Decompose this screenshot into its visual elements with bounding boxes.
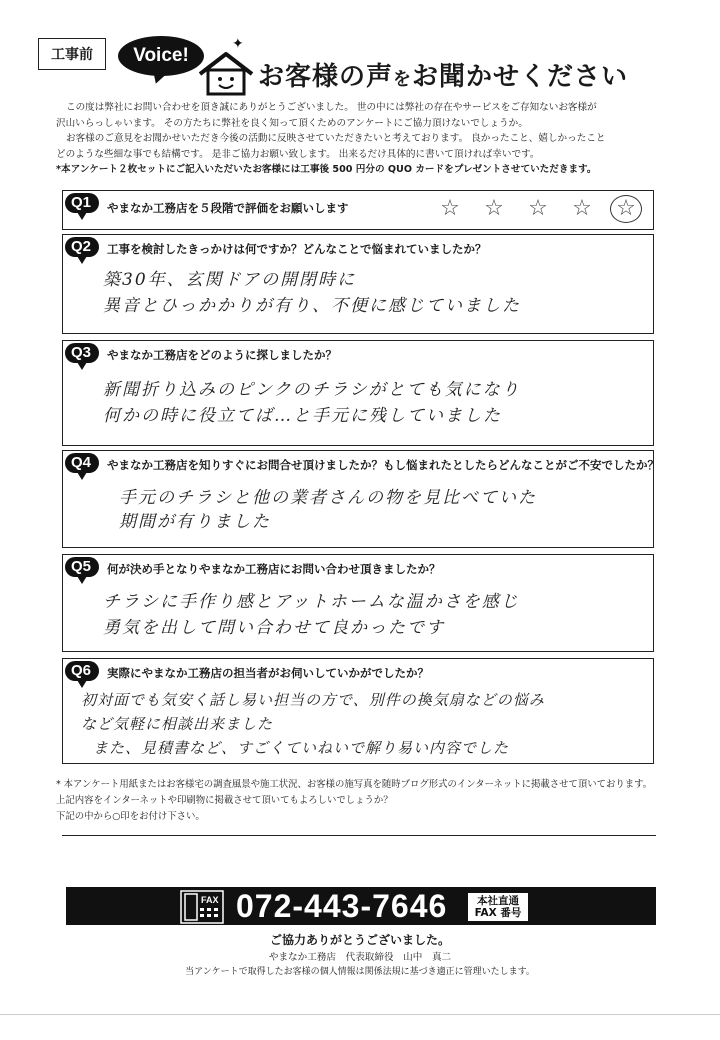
question-text: やまなか工務店を５段階で評価をお願いします <box>107 201 349 215</box>
voice-speech-bubble: Voice! <box>118 36 204 76</box>
privacy-note: 当アンケートで取得したお客様の個人情報は関係法規に基づき適正に管理いたします。 <box>185 967 535 977</box>
star-icon-circled[interactable]: ☆ <box>613 197 639 221</box>
intro-line: *本アンケート２枚セットにご記入いただいたお客様には工事後 500 円分の QUO カードをプレゼントさせていただきます。 <box>56 164 597 175</box>
handwritten-answer-line: 築30年、玄関ドアの開閉時に <box>103 270 357 290</box>
title-main: お客様の声 <box>258 62 394 92</box>
question-text: やまなか工務店を知りすぐにお問合せ頂けましたか？もし悩まれたとしたらどんなことがご不安でしたか？ <box>107 458 659 472</box>
handwritten-answer-line: 勇気を出して問い合わせて良かったです <box>103 618 445 638</box>
page-edge <box>0 1014 720 1015</box>
intro-line: どのような些細な事でも結構です。 是非ご協力お願い致します。 出来るだけ具体的に書いて頂ければ幸いです。 <box>56 148 540 160</box>
thanks-message: ご協力ありがとうございました。 <box>269 933 450 947</box>
question-text: 何が決め手となりやまなか工務店にお問い合わせ頂きましたか？ <box>107 562 441 576</box>
intro-line: この度は弊社にお問い合わせを頂き誠にありがとうございました。 世の中には弊社の存在やサービスをご存知ないお客様が <box>66 102 597 113</box>
question-3 <box>62 340 654 446</box>
question-badge: Q3 <box>65 343 99 363</box>
handwritten-answer-line: 新聞折り込みのピンクのチラシがとても気になり <box>103 380 521 400</box>
title-rest: お聞かせください <box>412 62 629 92</box>
rating-stars <box>437 197 639 221</box>
question-1 <box>62 190 654 230</box>
intro-line: 沢山いらっしゃいます。 その方たちに弊社を良く知って頂くためのアンケートにご協力頂けないでしょうか。 <box>56 117 528 129</box>
handwritten-answer-line: チラシに手作り感とアットホームな温かさを感じ <box>103 592 520 612</box>
handwritten-answer-line: 異音とひっかかりが有り、不便に感じていました <box>103 296 521 316</box>
question-2 <box>62 234 654 334</box>
question-text: 実際にやまなか工務店の担当者がお伺いしていかがでしたか？ <box>107 666 429 680</box>
consent-note: 下記の中から○印をお付け下さい。 <box>56 811 205 822</box>
question-5 <box>62 554 654 652</box>
star-icon[interactable]: ☆ <box>572 196 592 221</box>
intro-line: お客様のご意見をお聞かせいただき今後の活動に反映させていただきたいと考えております。 良かったこと、嬉しかったこと <box>66 133 606 144</box>
fax-label-line: 本社直通 <box>477 895 519 907</box>
divider <box>62 835 656 836</box>
consent-note: 上記内容をインターネットや印刷物に掲載させて頂いてもよろしいでしょうか？ <box>56 795 393 806</box>
star-icon[interactable]: ☆ <box>528 196 548 221</box>
page-title <box>258 56 628 93</box>
fax-number[interactable]: 072-443-7646 <box>236 888 448 924</box>
handwritten-answer-line: 期間が有りました <box>119 512 271 532</box>
sparkle-icon: ✦ <box>232 36 244 52</box>
title-particle: を <box>393 69 413 90</box>
question-badge: Q4 <box>65 453 99 473</box>
before-construction-tag: 工事前 <box>38 38 106 70</box>
star-icon[interactable]: ☆ <box>484 196 504 221</box>
handwritten-answer-line: 何かの時に役立てば…と手元に残していました <box>103 406 502 426</box>
question-text: やまなか工務店をどのように探しましたか？ <box>107 348 337 362</box>
question-badge: Q1 <box>65 193 99 213</box>
consent-note: * 本アンケート用紙またはお客様宅の調査風景や施工状況、お客様の施写真を随時ブログ形式のインターネットに掲載させて頂いております。 <box>56 779 653 790</box>
question-badge: Q6 <box>65 661 99 681</box>
handwritten-answer-line: など気軽に相談出来ました <box>81 715 274 733</box>
question-4 <box>62 450 659 548</box>
handwritten-answer-line: 手元のチラシと他の業者さんの物を見比べていた <box>119 488 537 508</box>
company-signature: やまなか工務店 代表取締役 山中 真二 <box>268 952 452 963</box>
question-text: 工事を検討したきっかけは何ですか？どんなことで悩まれていましたか？ <box>107 242 487 256</box>
question-badge: Q5 <box>65 557 99 577</box>
handwritten-answer-line: また、見積書など、すごくていねいで解り易い内容でした <box>93 739 510 757</box>
intro-paragraph <box>56 100 668 178</box>
fax-label <box>468 893 528 921</box>
question-6 <box>62 658 654 764</box>
fax-label-line: FAX 番号 <box>474 907 522 919</box>
star-icon[interactable]: ☆ <box>440 196 460 221</box>
fax-icon-label: FAX <box>201 895 219 905</box>
fax-machine-icon <box>180 890 224 924</box>
question-badge: Q2 <box>65 237 99 257</box>
handwritten-answer-line: 初対面でも気安く話し易い担当の方で、別件の換気扇などの悩み <box>81 691 545 709</box>
house-smile-icon <box>196 50 256 96</box>
